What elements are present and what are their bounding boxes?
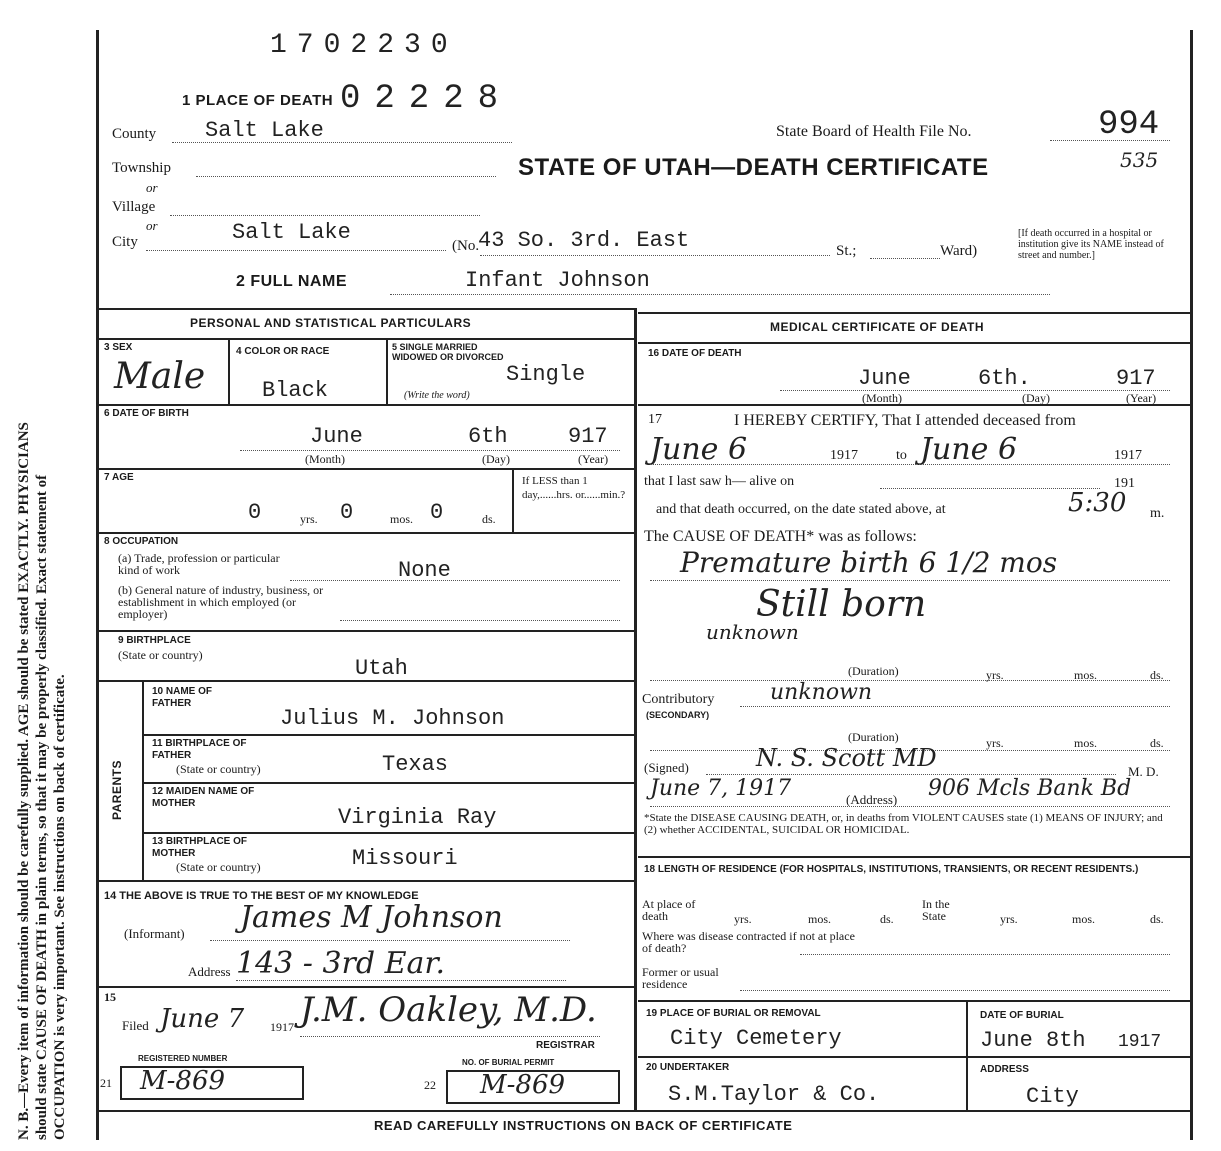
cause-line-2: Still born: [756, 584, 927, 625]
side-note: [0, 60, 90, 1140]
dob-month: June: [310, 424, 363, 449]
age-months: 0: [340, 500, 354, 525]
certify-index: 17: [648, 412, 662, 427]
file-no-value: 994: [1098, 106, 1160, 144]
death-time-suffix: m.: [1150, 506, 1165, 521]
dob-label: 6 DATE OF BIRTH: [104, 408, 189, 419]
true-statement-label: 14 THE ABOVE IS TRUE TO THE BEST OF MY KNOWLEDGE: [104, 890, 419, 902]
age-mos-unit: mos.: [390, 512, 414, 526]
attended-to-label: to: [896, 448, 907, 463]
mother-birthplace-value: Missouri: [352, 846, 458, 871]
dod-day: 6th.: [978, 366, 1031, 391]
informant-signature: James M Johnson: [240, 900, 503, 935]
registered-number-index: 21: [100, 1076, 112, 1090]
duration-yrs-1: yrs.: [986, 668, 1004, 682]
dod-month: June: [858, 366, 911, 391]
top-number: 1702230: [270, 30, 458, 61]
dob-month-caption: (Month): [305, 452, 345, 466]
father-name-value: Julius M. Johnson: [280, 706, 505, 731]
attended-to-date: June 6: [920, 432, 1018, 467]
city-value: Salt Lake: [232, 220, 351, 245]
county-value: Salt Lake: [205, 118, 324, 143]
certificate-title: STATE OF UTAH—DEATH CERTIFICATE: [518, 154, 989, 181]
duration-ds-2: ds.: [1150, 736, 1164, 750]
stamp-number: 02228: [340, 80, 513, 118]
contracted-label: Where was disease contracted if not at place of death?: [642, 929, 855, 955]
age-yrs-unit: yrs.: [300, 512, 318, 526]
marital-value: Single: [506, 362, 586, 387]
personal-section-title: PERSONAL AND STATISTICAL PARTICULARS: [190, 316, 472, 330]
occupation-label: 8 OCCUPATION: [104, 536, 179, 547]
registered-number-label: REGISTERED NUMBER: [138, 1054, 228, 1063]
contributory-label: Contributory: [642, 692, 715, 707]
color-value: Black: [262, 378, 329, 403]
residence-ds-2: ds.: [1150, 912, 1164, 926]
informant-address-label: Address: [188, 964, 231, 979]
informant-label: (Informant): [124, 926, 185, 941]
duration-mos-1: mos.: [1074, 668, 1098, 682]
county-label: County: [112, 126, 157, 142]
undertaker-address-label: ADDRESS: [980, 1064, 1029, 1075]
sex-label: 3 SEX: [104, 342, 133, 353]
age-days: 0: [430, 500, 444, 525]
registered-number-value: M-869: [140, 1066, 226, 1096]
undertaker-label: 20 UNDERTAKER: [646, 1062, 730, 1073]
less-than-label: If LESS than 1 day,......hrs. or......min.?: [522, 475, 626, 501]
village-label: Village: [112, 199, 156, 215]
street-address: 43 So. 3rd. East: [478, 228, 690, 253]
md-label: M. D.: [1128, 764, 1159, 779]
street-no-label: (No.: [452, 238, 480, 254]
burial-place-label: 19 PLACE OF BURIAL OR REMOVAL: [646, 1008, 821, 1019]
last-saw-text: that I last saw h— alive on: [644, 474, 795, 489]
marital-label: 5 SINGLE MARRIED WIDOWED OR DIVORCED: [392, 342, 504, 362]
ward-label: Ward): [940, 243, 978, 259]
cause-line-1: Premature birth 6 1/2 mos: [680, 546, 1058, 579]
death-time: 5:30: [1068, 488, 1127, 518]
burial-permit-value: M-869: [480, 1070, 566, 1100]
father-name-label: 10 NAME OF FATHER: [152, 686, 213, 709]
dod-year: 917: [1116, 366, 1156, 391]
dob-day: 6th: [468, 424, 508, 449]
at-place-label: At place of death: [642, 897, 696, 923]
informant-address: 143 - 3rd Ear.: [236, 946, 446, 981]
or-label-1: or: [146, 180, 158, 195]
father-birthplace-value: Texas: [382, 752, 449, 777]
cause-line-3: unknown: [706, 620, 799, 644]
occupation-b-label: (b) General nature of industry, business, or establishment in which employed (or employer): [118, 583, 324, 621]
parents-label: PARENTS: [110, 760, 124, 820]
physician-address: 906 Mcls Bank Bd: [928, 776, 1132, 801]
city-label: City: [112, 234, 138, 250]
signed-label: (Signed): [644, 760, 689, 775]
hospital-note: [If death occurred in a hospital or institution give its NAME instead of street and number.]: [1018, 228, 1164, 261]
burial-place-value: City Cemetery: [670, 1026, 842, 1051]
duration-mos-2: mos.: [1074, 736, 1098, 750]
burial-permit-label: NO. OF BURIAL PERMIT: [462, 1058, 555, 1067]
sex-value: Male: [114, 356, 206, 397]
death-occurred-text: and that death occurred, on the date stated above, at: [656, 502, 946, 517]
dod-year-caption: (Year): [1126, 391, 1157, 405]
left-border: [96, 30, 99, 1140]
bottom-border: [96, 1110, 1192, 1112]
file-mark: 535: [1120, 148, 1159, 172]
attended-to-year: 1917: [1114, 448, 1142, 463]
color-label: 4 COLOR OR RACE: [236, 346, 330, 357]
father-birthplace-hint: (State or country): [176, 762, 261, 776]
filed-section-number: 15: [104, 990, 116, 1004]
st-label: St.;: [836, 243, 857, 259]
certify-text: I HEREBY CERTIFY, That I attended deceased from: [734, 412, 1076, 429]
secondary-label: (SECONDARY): [646, 710, 710, 720]
physician-address-label: (Address): [846, 792, 898, 807]
age-years: 0: [248, 500, 262, 525]
place-of-death-label: 1 PLACE OF DEATH: [182, 92, 334, 109]
age-label: 7 AGE: [104, 472, 134, 483]
full-name-value: Infant Johnson: [465, 268, 650, 293]
burial-year: 1917: [1118, 1032, 1162, 1052]
dob-year: 917: [568, 424, 608, 449]
date-of-death-label: 16 DATE OF DEATH: [648, 348, 742, 359]
residence-label: 18 LENGTH OF RESIDENCE (FOR HOSPITALS, INSTITUTIONS, TRANSIENTS, OR RECENT RESIDENTS.): [644, 864, 1139, 875]
attended-from-date: June 6: [650, 432, 748, 467]
residence-ds-1: ds.: [880, 912, 894, 926]
burial-date-value: June 8th: [980, 1028, 1086, 1053]
dod-month-caption: (Month): [862, 391, 902, 405]
duration-label-1: (Duration): [848, 664, 899, 678]
in-state-label: In the State: [922, 897, 950, 923]
cause-of-death-label: The CAUSE OF DEATH* was as follows:: [644, 528, 917, 545]
township-label: Township: [112, 160, 171, 176]
last-saw-year: 191: [1114, 476, 1135, 491]
dob-year-caption: (Year): [578, 452, 609, 466]
father-birthplace-label: 11 BIRTHPLACE OF FATHER: [152, 738, 247, 761]
registrar-signature: J.M. Oakley, M.D.: [300, 990, 597, 1030]
physician-signature: N. S. Scott MD: [756, 744, 937, 772]
occupation-a-label: (a) Trade, profession or particular kind of work: [118, 551, 280, 577]
attended-from-year: 1917: [830, 448, 858, 463]
right-border: [1190, 30, 1193, 1140]
cause-footnote: *State the DISEASE CAUSING DEATH, or, in deaths from VIOLENT CAUSES state (1) MEANS OF INJURY; and (2) whether ACCIDENTAL, SUICIDAL OR HOMICIDAL.: [644, 812, 1163, 836]
filed-year: 1917: [270, 1020, 294, 1034]
burial-permit-index: 22: [424, 1078, 436, 1092]
undertaker-address-value: City: [1026, 1084, 1079, 1109]
filed-label: Filed: [122, 1018, 149, 1033]
mother-birthplace-label: 13 BIRTHPLACE OF MOTHER: [152, 836, 248, 859]
duration-ds-1: ds.: [1150, 668, 1164, 682]
side-note-line1: N. B.—Every item of information should be carefully supplied. AGE should be stated EXACTLY. PHYSICIANS: [16, 422, 32, 1140]
mother-name-label: 12 MAIDEN NAME OF MOTHER: [152, 786, 255, 809]
birthplace-hint: (State or country): [118, 648, 203, 662]
dod-day-caption: (Day): [1022, 391, 1050, 405]
residence-yrs-2: yrs.: [1000, 912, 1018, 926]
filed-date: June 7: [160, 1004, 245, 1034]
mother-name-value: Virginia Ray: [338, 805, 497, 830]
age-ds-unit: ds.: [482, 512, 496, 526]
or-label-2: or: [146, 218, 158, 233]
registrar-label: REGISTRAR: [536, 1040, 595, 1051]
footer-instructions: READ CAREFULLY INSTRUCTIONS ON BACK OF CERTIFICATE: [374, 1118, 793, 1133]
birthplace-label: 9 BIRTHPLACE: [118, 635, 191, 646]
side-note-line2: should state CAUSE OF DEATH in plain terms, so that it may be properly classified. Exact statement of: [34, 474, 50, 1140]
residence-mos-2: mos.: [1072, 912, 1096, 926]
full-name-label: 2 FULL NAME: [236, 273, 347, 290]
medical-section-title: MEDICAL CERTIFICATE OF DEATH: [770, 320, 984, 334]
birthplace-value: Utah: [355, 656, 408, 681]
burial-date-label: DATE OF BURIAL: [980, 1010, 1064, 1021]
residence-mos-1: mos.: [808, 912, 832, 926]
duration-yrs-2: yrs.: [986, 736, 1004, 750]
former-residence-label: Former or usual residence: [642, 965, 719, 991]
signed-date: June 7, 1917: [650, 776, 792, 801]
occupation-value: None: [398, 558, 451, 583]
undertaker-value: S.M.Taylor & Co.: [668, 1082, 880, 1107]
residence-yrs-1: yrs.: [734, 912, 752, 926]
mother-birthplace-hint: (State or country): [176, 860, 261, 874]
side-note-line3: OCCUPATION is very important. See instructions on back of certificate.: [52, 674, 68, 1140]
contributory-value: unknown: [770, 680, 873, 705]
duration-label-2: (Duration): [848, 730, 899, 744]
file-no-label: State Board of Health File No.: [776, 123, 972, 140]
marital-hint: (Write the word): [404, 390, 470, 401]
dob-day-caption: (Day): [482, 452, 510, 466]
